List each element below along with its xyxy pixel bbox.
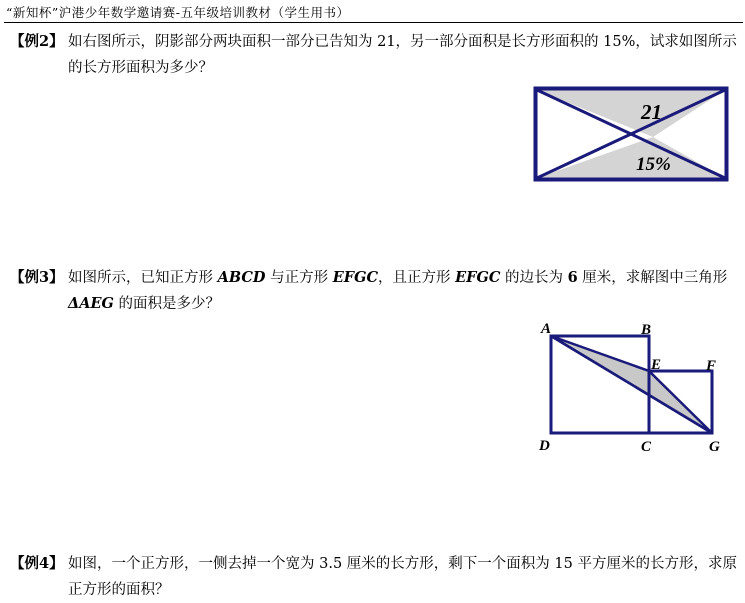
segment-ac — [551, 336, 712, 433]
point-label-g: G — [709, 439, 720, 455]
point-label-e: E — [651, 357, 662, 373]
problem-label: 【例3】 — [10, 269, 64, 286]
point-label-f: F — [706, 358, 717, 374]
point-label-a: A — [541, 321, 552, 337]
point-label-c: C — [641, 439, 652, 455]
point-label-d: D — [539, 438, 550, 454]
problem-label: 【例2】 — [10, 33, 64, 50]
area-label-21: 21 — [641, 100, 662, 124]
problem-text: 如右图所示，阴影部分两块面积一部分已告知为 21，另一部分面积是长方形面积的 15%，试求如图所示的长方形面积为多少？ — [68, 34, 737, 76]
shaded-region-bottom — [537, 137, 725, 178]
figure-squares — [530, 318, 730, 458]
problem-text: 如图，一个正方形，一侧去掉一个宽为 3.5 厘米的长方形，剩下一个面积为 15 平方厘米的长方形，求原正方形的面积？ — [68, 556, 737, 598]
problem-label: 【例4】 — [10, 555, 64, 572]
header-rule — [4, 22, 743, 23]
problem-text: 如图所示，已知正方形 ABCD 与正方形 EFGC，且正方形 EFGC 的边长为 6 厘米，求解图中三角形 ΔAEG 的面积是多少？ — [68, 269, 728, 312]
page-header: “新知杯”沪港少年数学邀请赛-五年级培训教材（学生用书） — [6, 5, 350, 20]
point-label-b: B — [641, 322, 652, 338]
figure-rectangle — [533, 86, 729, 182]
area-label-15pct: 15% — [636, 154, 671, 175]
shaded-region-top — [537, 90, 725, 137]
